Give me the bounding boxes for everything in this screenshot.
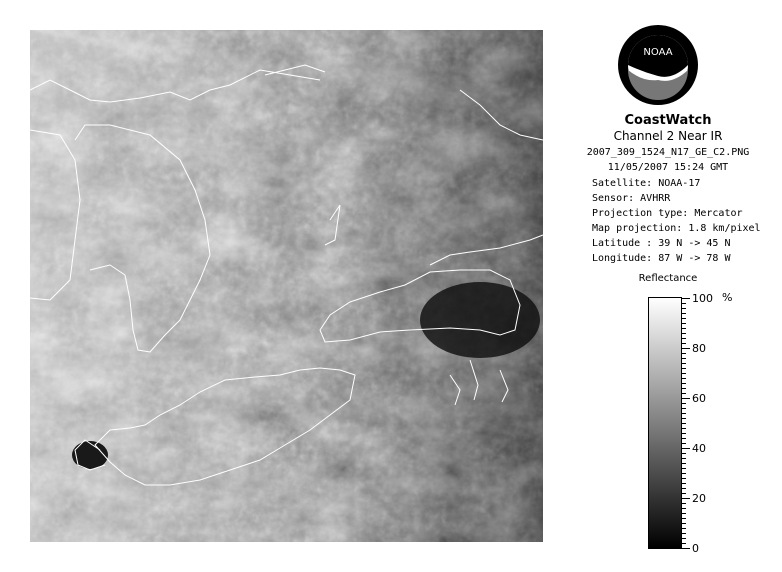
colorbar-tick-label: 80 xyxy=(692,342,706,355)
channel-subtitle: Channel 2 Near IR xyxy=(613,129,723,143)
map-projection-label: Map projection: 1.8 km/pixel xyxy=(592,223,761,234)
filename-label: 2007_309_1524_N17_GE_C2.PNG xyxy=(586,147,750,158)
colorbar-tick-label: 60 xyxy=(692,392,706,405)
colorbar-minor-tick xyxy=(682,418,686,419)
colorbar-major-tick xyxy=(682,298,690,299)
colorbar-minor-tick xyxy=(682,518,686,519)
logo-text: NOAA xyxy=(643,47,673,58)
colorbar-minor-tick xyxy=(682,368,686,369)
colorbar-minor-tick xyxy=(682,503,686,504)
longitude-label: Longitude: 87 W -> 78 W xyxy=(592,253,731,264)
colorbar-minor-tick xyxy=(682,458,686,459)
colorbar-major-tick xyxy=(682,548,690,549)
colorbar-minor-tick xyxy=(682,453,686,454)
colorbar-minor-tick xyxy=(682,428,686,429)
colorbar-minor-tick xyxy=(682,473,686,474)
colorbar-minor-tick xyxy=(682,513,686,514)
colorbar-minor-tick xyxy=(682,313,686,314)
colorbar-minor-tick xyxy=(682,433,686,434)
colorbar-minor-tick xyxy=(682,438,686,439)
colorbar-minor-tick xyxy=(682,323,686,324)
colorbar-tick-label: 0 xyxy=(692,542,699,555)
colorbar-tick-label: 100 xyxy=(692,292,713,305)
colorbar-minor-tick xyxy=(682,338,686,339)
colorbar-minor-tick xyxy=(682,403,686,404)
colorbar-minor-tick xyxy=(682,443,686,444)
page-title: CoastWatch xyxy=(624,113,712,128)
colorbar-minor-tick xyxy=(682,383,686,384)
colorbar-minor-tick xyxy=(682,333,686,334)
colorbar-minor-tick xyxy=(682,483,686,484)
colorbar-minor-tick xyxy=(682,538,686,539)
colorbar-minor-tick xyxy=(682,393,686,394)
reflectance-colorbar xyxy=(648,297,682,549)
colorbar-minor-tick xyxy=(682,363,686,364)
colorbar-major-tick xyxy=(682,348,690,349)
colorbar-minor-tick xyxy=(682,488,686,489)
colorbar-minor-tick xyxy=(682,358,686,359)
colorbar-minor-tick xyxy=(682,373,686,374)
colorbar-minor-tick xyxy=(682,478,686,479)
latitude-label: Latitude : 39 N -> 45 N xyxy=(592,238,731,249)
colorbar-minor-tick xyxy=(682,528,686,529)
colorbar-minor-tick xyxy=(682,423,686,424)
colorbar-minor-tick xyxy=(682,493,686,494)
colorbar-minor-tick xyxy=(682,308,686,309)
colorbar-minor-tick xyxy=(682,378,686,379)
satellite-image-svg xyxy=(30,30,543,542)
colorbar-tick-label: 20 xyxy=(692,492,706,505)
colorbar-minor-tick xyxy=(682,468,686,469)
datetime-label: 11/05/2007 15:24 GMT xyxy=(607,162,729,173)
colorbar-minor-tick xyxy=(682,318,686,319)
satellite-label: Satellite: NOAA-17 xyxy=(592,178,701,189)
colorbar-major-tick xyxy=(682,498,690,499)
sensor-label: Sensor: AVHRR xyxy=(592,193,671,204)
projection-type-label: Projection type: Mercator xyxy=(592,208,743,219)
legend-title: Reflectance xyxy=(638,273,698,284)
colorbar-minor-tick xyxy=(682,543,686,544)
colorbar-minor-tick xyxy=(682,508,686,509)
colorbar-minor-tick xyxy=(682,328,686,329)
colorbar-minor-tick xyxy=(682,408,686,409)
colorbar-minor-tick xyxy=(682,533,686,534)
colorbar-minor-tick xyxy=(682,523,686,524)
colorbar-minor-tick xyxy=(682,303,686,304)
noaa-logo-icon xyxy=(617,24,699,106)
colorbar-major-tick xyxy=(682,398,690,399)
colorbar-minor-tick xyxy=(682,463,686,464)
colorbar-minor-tick xyxy=(682,413,686,414)
colorbar-tick-label: 40 xyxy=(692,442,706,455)
colorbar-minor-tick xyxy=(682,343,686,344)
colorbar-major-tick xyxy=(682,448,690,449)
colorbar-minor-tick xyxy=(682,388,686,389)
colorbar-minor-tick xyxy=(682,353,686,354)
legend-unit: % xyxy=(722,291,733,304)
satellite-image xyxy=(30,30,543,542)
